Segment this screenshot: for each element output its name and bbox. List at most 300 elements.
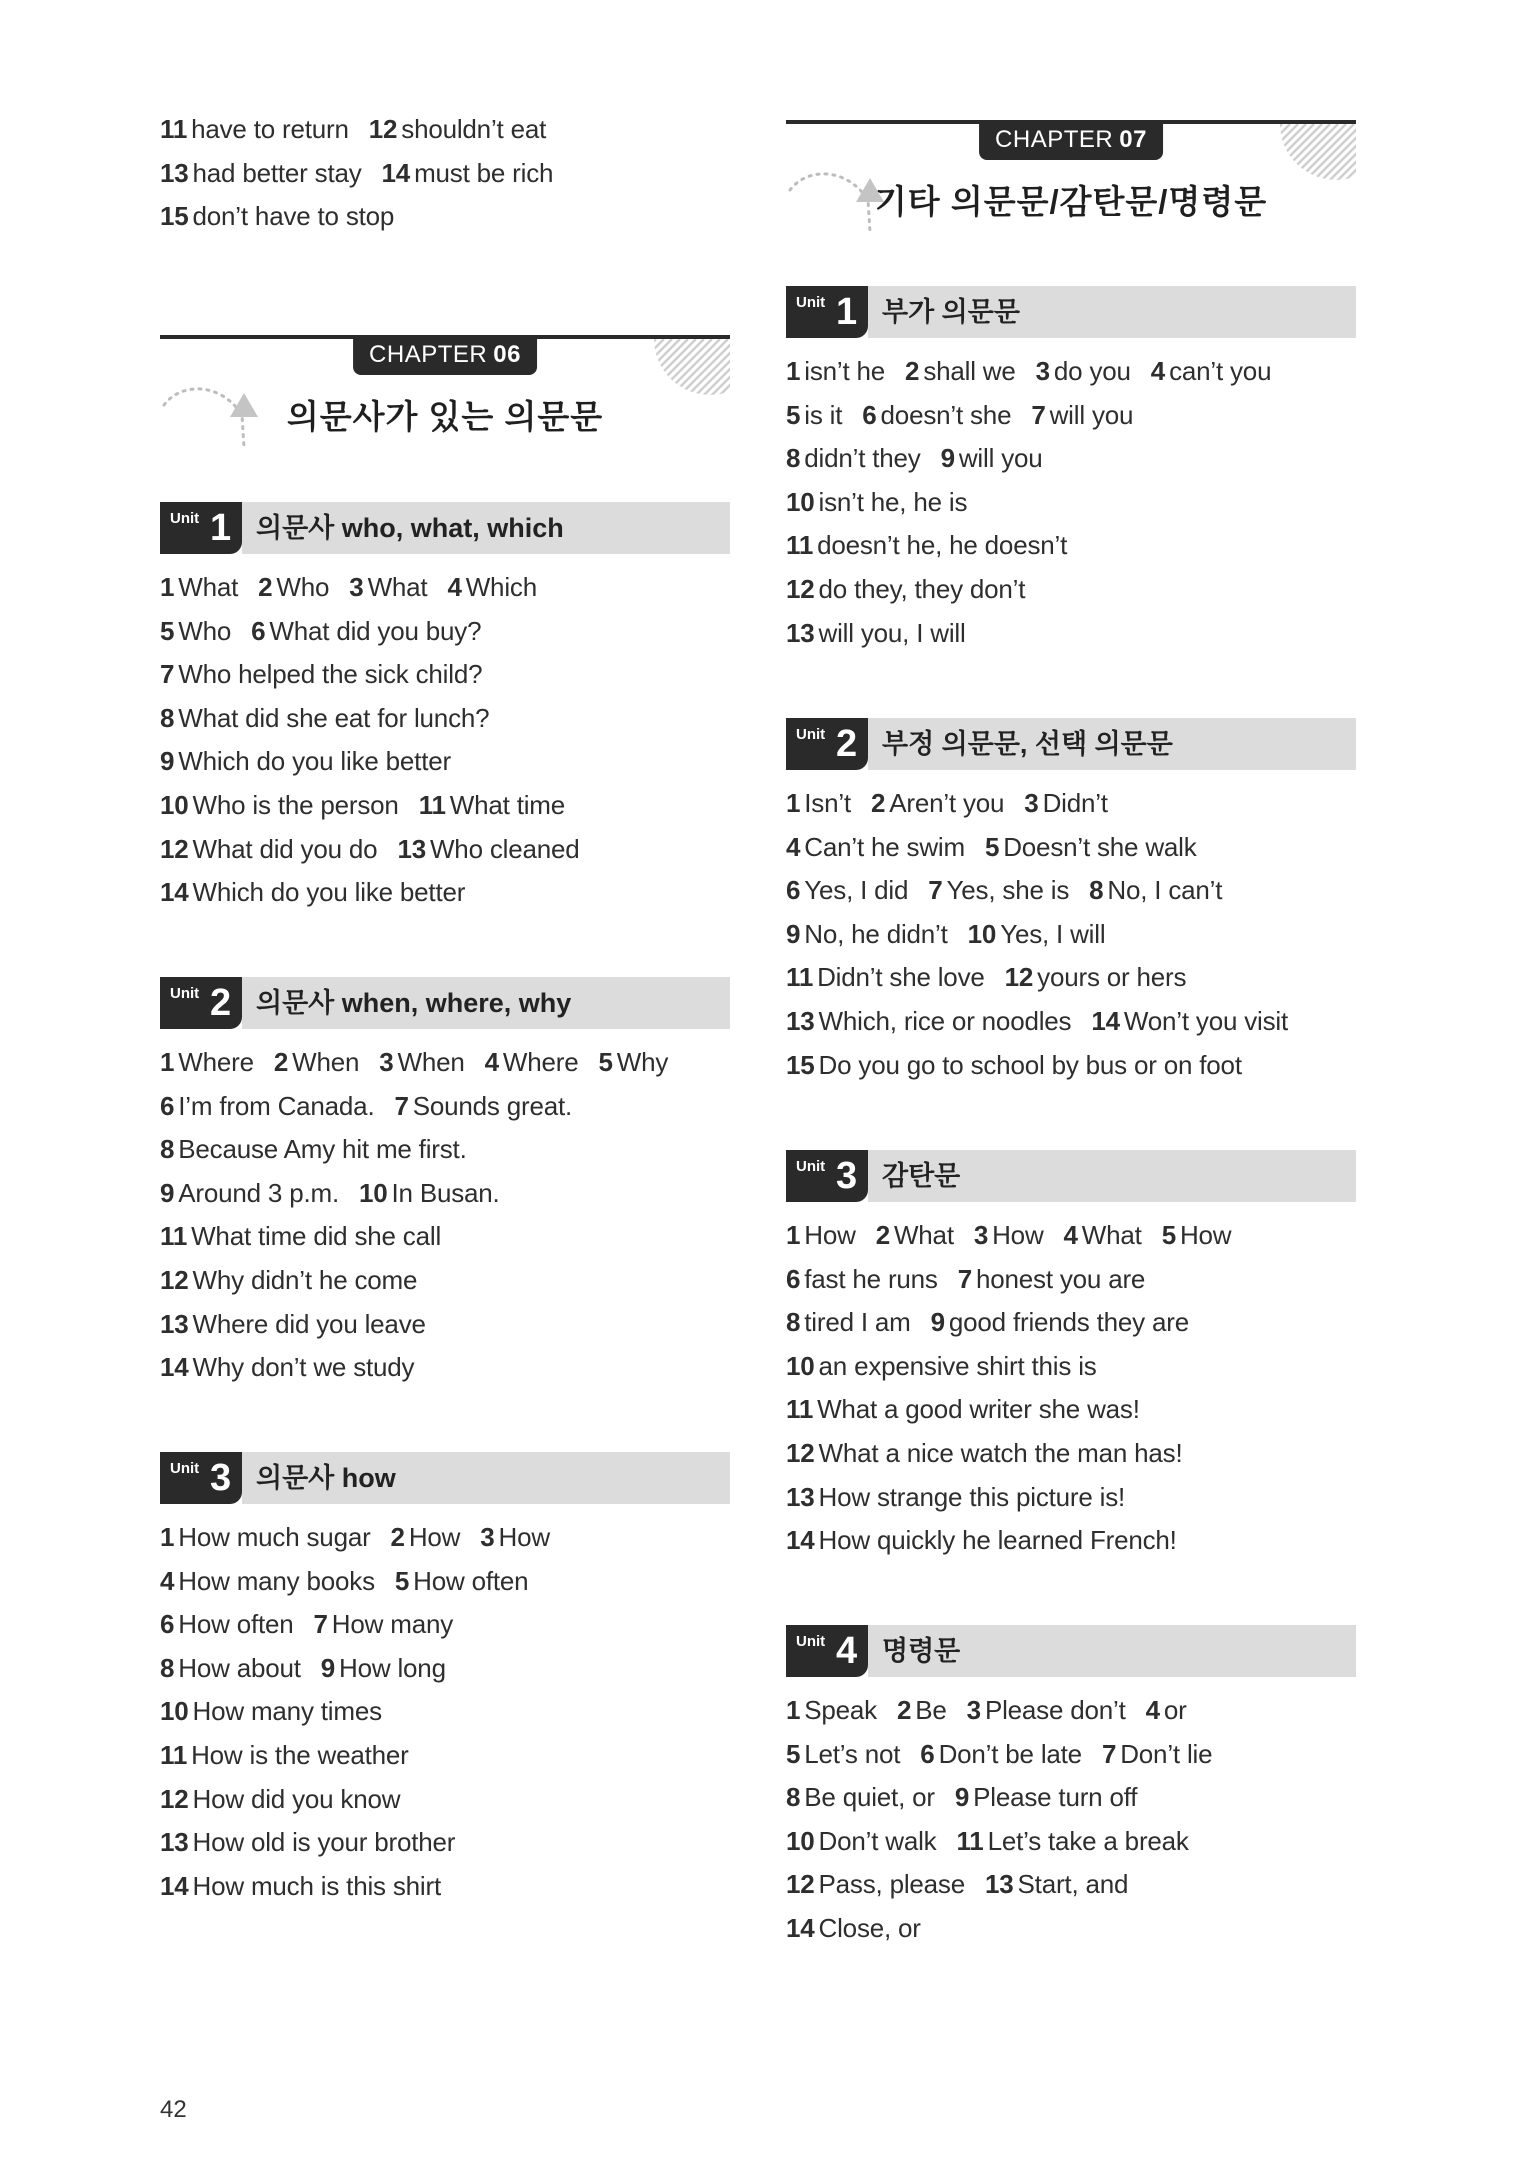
unit-title: 의문사 how — [242, 1452, 730, 1504]
unit-number: 1 — [210, 507, 232, 549]
answer-number: 12 — [786, 1869, 815, 1900]
answer-line — [786, 956, 1308, 1000]
answer-line — [160, 1215, 688, 1259]
answer-text: How quickly he learned French! — [818, 1525, 1177, 1556]
answer-text: What — [1081, 1220, 1142, 1250]
answer-number: 2 — [390, 1522, 405, 1552]
answer-item — [274, 1041, 359, 1085]
answer-text: Because Amy hit me first. — [178, 1134, 467, 1165]
answer-item — [447, 566, 537, 610]
answer-item — [974, 1214, 1044, 1258]
answer-text: must be rich — [414, 157, 554, 188]
answer-line — [786, 1689, 1232, 1733]
answer-item — [786, 1476, 1125, 1520]
answer-item — [160, 1603, 294, 1647]
answer-text: What time — [449, 789, 566, 820]
answer-line — [786, 1044, 1308, 1088]
answer-item — [395, 1560, 529, 1604]
answer-text: Yes, she is — [946, 875, 1070, 906]
answer-line — [786, 481, 1291, 525]
answer-text: do you — [1053, 356, 1131, 386]
answer-number: 3 — [480, 1522, 495, 1552]
answer-item — [955, 1776, 1137, 1820]
answer-text: Let’s not — [804, 1738, 901, 1769]
answer-number: 10 — [160, 789, 189, 820]
answer-number: 12 — [160, 1783, 189, 1814]
answer-number: 9 — [320, 1652, 336, 1683]
answer-item — [786, 524, 1067, 568]
answer-text: What did you do — [192, 833, 378, 864]
answer-item — [160, 1346, 414, 1390]
unit-label: Unit — [170, 985, 200, 1002]
answer-text: Who is the person — [192, 789, 399, 820]
answer-number: 13 — [397, 833, 426, 864]
answer-line — [160, 653, 600, 697]
answer-item — [160, 697, 489, 741]
answer-text: tired I am — [804, 1307, 911, 1338]
answer-number: 5 — [394, 1565, 410, 1596]
answer-line — [160, 1259, 688, 1303]
answer-number: 6 — [786, 875, 801, 906]
answer-item — [786, 956, 985, 1000]
answer-item — [160, 1821, 455, 1865]
answer-item — [985, 826, 1197, 870]
answer-lines — [786, 350, 1291, 655]
answer-line — [786, 1432, 1251, 1476]
answer-item — [786, 612, 966, 656]
answer-text: Where — [178, 1047, 254, 1077]
answer-text: What did she eat for lunch? — [178, 702, 490, 733]
unit-title: 감탄문 — [868, 1150, 1356, 1202]
answer-number: 5 — [786, 1738, 801, 1769]
answer-text: Yes, I did — [804, 875, 909, 906]
unit-number: 1 — [836, 291, 858, 333]
unit-title: 명령문 — [868, 1625, 1356, 1677]
answer-line — [160, 784, 600, 828]
answer-line — [160, 1516, 570, 1560]
answer-item — [1064, 1214, 1142, 1258]
answer-number: 5 — [984, 831, 1000, 862]
answer-number: 5 — [1161, 1220, 1176, 1250]
answer-item — [160, 1259, 417, 1303]
answer-item — [786, 1907, 921, 1951]
answer-item — [786, 1863, 965, 1907]
answer-item — [905, 350, 1016, 394]
answer-number: 13 — [786, 1005, 815, 1036]
answer-number: 1 — [160, 1522, 175, 1552]
answer-number: 10 — [786, 1825, 815, 1856]
answer-text: What — [367, 572, 428, 602]
answer-text: Isn’t — [804, 788, 851, 818]
chapter-title: 기타 의문문/감탄문/명령문 — [874, 183, 1268, 220]
answer-line — [160, 1085, 688, 1129]
answer-number: 6 — [160, 1609, 175, 1640]
answer-number: 12 — [1004, 962, 1034, 993]
answer-item — [160, 1041, 254, 1085]
answer-line — [786, 568, 1291, 612]
answer-line — [786, 826, 1308, 870]
answer-item — [480, 1516, 550, 1560]
answer-number: 11 — [786, 962, 814, 993]
answer-line — [160, 1734, 570, 1778]
answer-text: doesn’t she — [880, 399, 1012, 430]
answer-text: Close, or — [818, 1912, 921, 1943]
answer-number: 14 — [160, 877, 189, 908]
answer-item — [1089, 869, 1222, 913]
answer-line — [786, 350, 1291, 394]
answer-number: 2 — [870, 788, 886, 818]
answer-item — [485, 1041, 579, 1085]
unit-header — [160, 502, 730, 554]
answer-text: Let’s take a break — [987, 1825, 1189, 1856]
answer-line — [786, 1345, 1251, 1389]
answer-text: How — [498, 1522, 550, 1552]
answer-item — [968, 913, 1106, 957]
answer-text: How old is your brother — [192, 1827, 456, 1858]
answer-number: 6 — [786, 1263, 801, 1294]
answer-line — [786, 913, 1308, 957]
answer-line — [786, 1907, 1232, 1951]
answer-item — [160, 1690, 382, 1734]
answer-text: Speak — [804, 1695, 877, 1725]
answer-lines — [786, 1214, 1251, 1563]
answer-text: How many times — [192, 1696, 382, 1727]
answer-line — [160, 1303, 688, 1347]
answer-line — [160, 152, 573, 196]
answer-text: Who helped the sick child? — [178, 659, 483, 690]
answer-text: Won’t you visit — [1123, 1005, 1289, 1036]
answer-item — [160, 1778, 400, 1822]
answer-item — [160, 784, 399, 828]
chapter-number: 06 — [493, 341, 521, 368]
chapter-header — [786, 120, 1356, 260]
answer-number: 7 — [957, 1263, 972, 1294]
answer-item — [786, 1432, 1183, 1476]
answer-number: 11 — [786, 530, 814, 561]
answer-number: 4 — [160, 1565, 175, 1596]
answer-text: In Busan. — [391, 1177, 500, 1208]
answer-text: Don’t lie — [1120, 1738, 1213, 1769]
answer-number: 4 — [1145, 1695, 1160, 1725]
answer-line — [786, 1776, 1232, 1820]
answer-lines — [160, 1041, 688, 1390]
answer-text: is it — [804, 399, 843, 430]
answer-item — [160, 195, 394, 239]
chapter-tab — [353, 335, 537, 375]
answer-number: 7 — [160, 659, 175, 690]
answer-number: 5 — [598, 1047, 613, 1077]
unit-badge — [160, 1452, 242, 1504]
answer-item — [967, 1689, 1126, 1733]
answer-number: 9 — [954, 1782, 970, 1813]
answer-item — [897, 1689, 947, 1733]
answer-line — [160, 697, 600, 741]
answer-item — [786, 1820, 936, 1864]
answer-item — [369, 108, 546, 152]
answer-number: 12 — [160, 833, 189, 864]
answer-text: had better stay — [192, 157, 362, 188]
answer-item — [786, 826, 965, 870]
answer-number: 10 — [358, 1177, 388, 1208]
chapter-label: CHAPTER — [369, 341, 488, 368]
answer-item — [1024, 782, 1108, 826]
answer-item — [985, 1863, 1128, 1907]
chapter-number: 07 — [1119, 126, 1147, 153]
answer-text: Why — [616, 1047, 669, 1077]
answer-line — [160, 1172, 688, 1216]
answer-text: Don’t walk — [818, 1825, 937, 1856]
unit-title: 의문사 who, what, which — [242, 502, 730, 554]
answer-text: What — [893, 1220, 954, 1250]
answer-number: 4 — [786, 831, 801, 862]
answer-line — [160, 1778, 570, 1822]
answer-item — [941, 437, 1043, 481]
answer-text: How — [1179, 1220, 1232, 1250]
answer-text: Start, and — [1017, 1869, 1129, 1900]
answer-line — [786, 394, 1291, 438]
answer-text: How many — [331, 1609, 454, 1640]
answer-item — [160, 1647, 301, 1691]
answer-item — [928, 869, 1069, 913]
answer-text: yours or hers — [1037, 962, 1187, 993]
chapter-title: 의문사가 있는 의문문 — [286, 398, 604, 435]
answer-item — [397, 828, 579, 872]
answer-number: 11 — [956, 1825, 984, 1856]
answer-text: Which do you like better — [192, 877, 466, 908]
answer-line — [160, 195, 573, 239]
answer-number: 14 — [160, 1870, 189, 1901]
answer-line — [786, 1820, 1232, 1864]
answer-item — [871, 782, 1004, 826]
answer-number: 14 — [786, 1525, 815, 1556]
answer-number: 3 — [379, 1047, 394, 1077]
answer-item — [786, 1345, 1097, 1389]
answer-item — [786, 1519, 1177, 1563]
answer-line — [786, 1863, 1232, 1907]
answer-number: 8 — [160, 1134, 175, 1165]
answer-item — [786, 869, 908, 913]
chapter-tab — [979, 120, 1163, 160]
answer-number: 4 — [1063, 1220, 1078, 1250]
answer-item — [786, 1044, 1242, 1088]
answer-text: Do you go to school by bus or on foot — [818, 1049, 1242, 1080]
answer-line — [160, 1821, 570, 1865]
answer-number: 14 — [381, 157, 411, 188]
answer-text: Be quiet, or — [804, 1782, 935, 1813]
unit-label: Unit — [796, 1633, 826, 1650]
unit-header — [786, 286, 1356, 338]
answer-number: 7 — [394, 1090, 409, 1121]
answer-number: 1 — [786, 356, 801, 386]
answer-text: Don’t be late — [938, 1738, 1082, 1769]
chapter-header — [160, 335, 730, 475]
answer-number: 8 — [786, 443, 801, 474]
answer-text: What a nice watch the man has! — [818, 1437, 1183, 1468]
answer-line — [160, 1128, 688, 1172]
answer-item — [931, 1301, 1189, 1345]
answer-text: How long — [339, 1652, 446, 1683]
answer-line — [160, 1346, 688, 1390]
answer-number: 8 — [786, 1307, 801, 1338]
answer-item — [786, 1000, 1071, 1044]
answer-text: How strange this picture is! — [818, 1481, 1126, 1512]
answer-text: How did you know — [192, 1783, 401, 1814]
answer-text: have to return — [191, 114, 349, 144]
answer-text: didn’t they — [804, 443, 921, 474]
answer-text: shall we — [923, 356, 1016, 386]
answer-number: 13 — [786, 1481, 815, 1512]
answer-text: Who — [178, 615, 232, 646]
unit-header — [160, 1452, 730, 1504]
unit-badge — [160, 977, 242, 1029]
unit-number: 2 — [210, 982, 232, 1024]
answer-text: How often — [178, 1609, 294, 1640]
answer-item — [786, 1733, 900, 1777]
answer-item — [391, 1516, 461, 1560]
answer-text: Which, rice or noodles — [818, 1005, 1072, 1036]
answer-number: 2 — [273, 1047, 289, 1077]
answer-item — [160, 1560, 375, 1604]
answer-line — [786, 1388, 1251, 1432]
answer-number: 11 — [160, 1221, 188, 1252]
answer-line — [160, 828, 600, 872]
answer-line — [160, 610, 600, 654]
answer-item — [379, 1041, 464, 1085]
answer-line — [160, 1647, 570, 1691]
unit-badge — [786, 286, 868, 338]
answer-number: 12 — [786, 573, 815, 604]
chapter-label: CHAPTER — [995, 126, 1114, 153]
answer-line — [786, 524, 1291, 568]
answer-number: 3 — [349, 572, 364, 602]
answer-line — [160, 740, 600, 784]
answer-number: 14 — [160, 1352, 189, 1383]
unit-badge — [786, 1150, 868, 1202]
unit-title: 부가 의문문 — [868, 286, 1356, 338]
answer-item — [786, 1388, 1140, 1432]
answer-text: What time did she call — [191, 1221, 442, 1252]
answer-text: How — [804, 1220, 856, 1250]
answer-text: or — [1163, 1695, 1187, 1725]
answer-text: Why didn’t he come — [192, 1264, 418, 1295]
answer-number: 15 — [786, 1049, 815, 1080]
answer-line — [786, 1476, 1251, 1520]
answer-number: 8 — [160, 702, 175, 733]
answer-line — [786, 1214, 1251, 1258]
answer-text: Which do you like better — [178, 746, 451, 777]
answer-line — [786, 1733, 1232, 1777]
answer-number: 7 — [313, 1609, 328, 1640]
unit-title: 의문사 when, where, why — [242, 977, 730, 1029]
answer-item — [419, 784, 565, 828]
answer-item — [786, 1689, 877, 1733]
unit-header — [786, 1625, 1356, 1677]
answer-line — [160, 1690, 570, 1734]
answer-item — [920, 1733, 1082, 1777]
unit-label: Unit — [170, 1460, 200, 1477]
answer-number: 13 — [160, 157, 189, 188]
answer-text: Yes, I will — [1000, 918, 1106, 949]
answer-number: 13 — [160, 1308, 189, 1339]
answer-number: 14 — [1091, 1005, 1120, 1036]
answer-text: Who cleaned — [429, 833, 580, 864]
answer-line — [786, 1000, 1308, 1044]
answer-text: Didn’t she love — [817, 962, 985, 993]
answer-item — [160, 871, 465, 915]
answer-line — [160, 1603, 570, 1647]
answer-text: Please don’t — [984, 1695, 1126, 1725]
answer-number: 11 — [160, 1739, 188, 1770]
answer-item — [956, 1820, 1188, 1864]
answer-number: 2 — [905, 356, 920, 386]
answer-line — [160, 1865, 570, 1909]
answer-number: 4 — [1150, 356, 1166, 386]
answer-text: How many books — [178, 1565, 375, 1596]
unit-title: 부정 의문문, 선택 의문문 — [868, 718, 1356, 770]
answer-number: 10 — [160, 1696, 189, 1727]
answer-text: When — [292, 1047, 360, 1077]
answer-item — [1102, 1733, 1212, 1777]
unit-badge — [160, 502, 242, 554]
unit-number: 2 — [836, 723, 858, 765]
answer-number: 8 — [786, 1782, 801, 1813]
answer-item — [786, 913, 948, 957]
answer-text: doesn’t he, he doesn’t — [817, 530, 1068, 561]
answer-text: will you, I will — [818, 617, 966, 648]
answer-number: 10 — [967, 918, 997, 949]
answer-text: will you — [958, 443, 1043, 474]
page-number: 42 — [160, 2096, 187, 2123]
answer-line — [160, 108, 573, 152]
answer-text: How much sugar — [178, 1522, 371, 1552]
answer-number: 14 — [786, 1912, 815, 1943]
answer-number: 3 — [973, 1220, 989, 1250]
stripe-decoration-icon — [1266, 124, 1356, 180]
answer-number: 7 — [1031, 399, 1046, 430]
answer-number: 10 — [786, 486, 815, 517]
answer-text: shouldn’t eat — [401, 114, 547, 144]
answer-item — [1005, 956, 1187, 1000]
answer-number: 2 — [897, 1695, 912, 1725]
answer-item — [160, 1085, 374, 1129]
answer-number: 1 — [786, 1220, 801, 1250]
answer-number: 5 — [786, 399, 801, 430]
answer-item — [349, 566, 427, 610]
answer-text: Why don’t we study — [192, 1352, 415, 1383]
unit-number: 3 — [836, 1155, 858, 1197]
answer-number: 6 — [920, 1738, 935, 1769]
answer-number: 6 — [251, 615, 266, 646]
answer-line — [786, 782, 1308, 826]
answer-text: How is the weather — [191, 1739, 409, 1770]
answer-line — [160, 566, 600, 610]
answer-item — [786, 437, 921, 481]
answer-number: 5 — [160, 615, 175, 646]
answer-number: 9 — [160, 746, 175, 777]
answer-number: 6 — [862, 399, 877, 430]
answer-item — [786, 1258, 938, 1302]
answer-text: No, he didn’t — [804, 918, 948, 949]
answer-item — [321, 1647, 446, 1691]
answer-item — [314, 1603, 453, 1647]
answer-line — [160, 1560, 570, 1604]
unit-label: Unit — [796, 726, 826, 743]
answer-lines — [160, 108, 573, 239]
answer-item — [160, 828, 377, 872]
answer-text: don’t have to stop — [192, 201, 395, 232]
answer-number: 7 — [928, 875, 943, 906]
unit-header — [160, 977, 730, 1029]
